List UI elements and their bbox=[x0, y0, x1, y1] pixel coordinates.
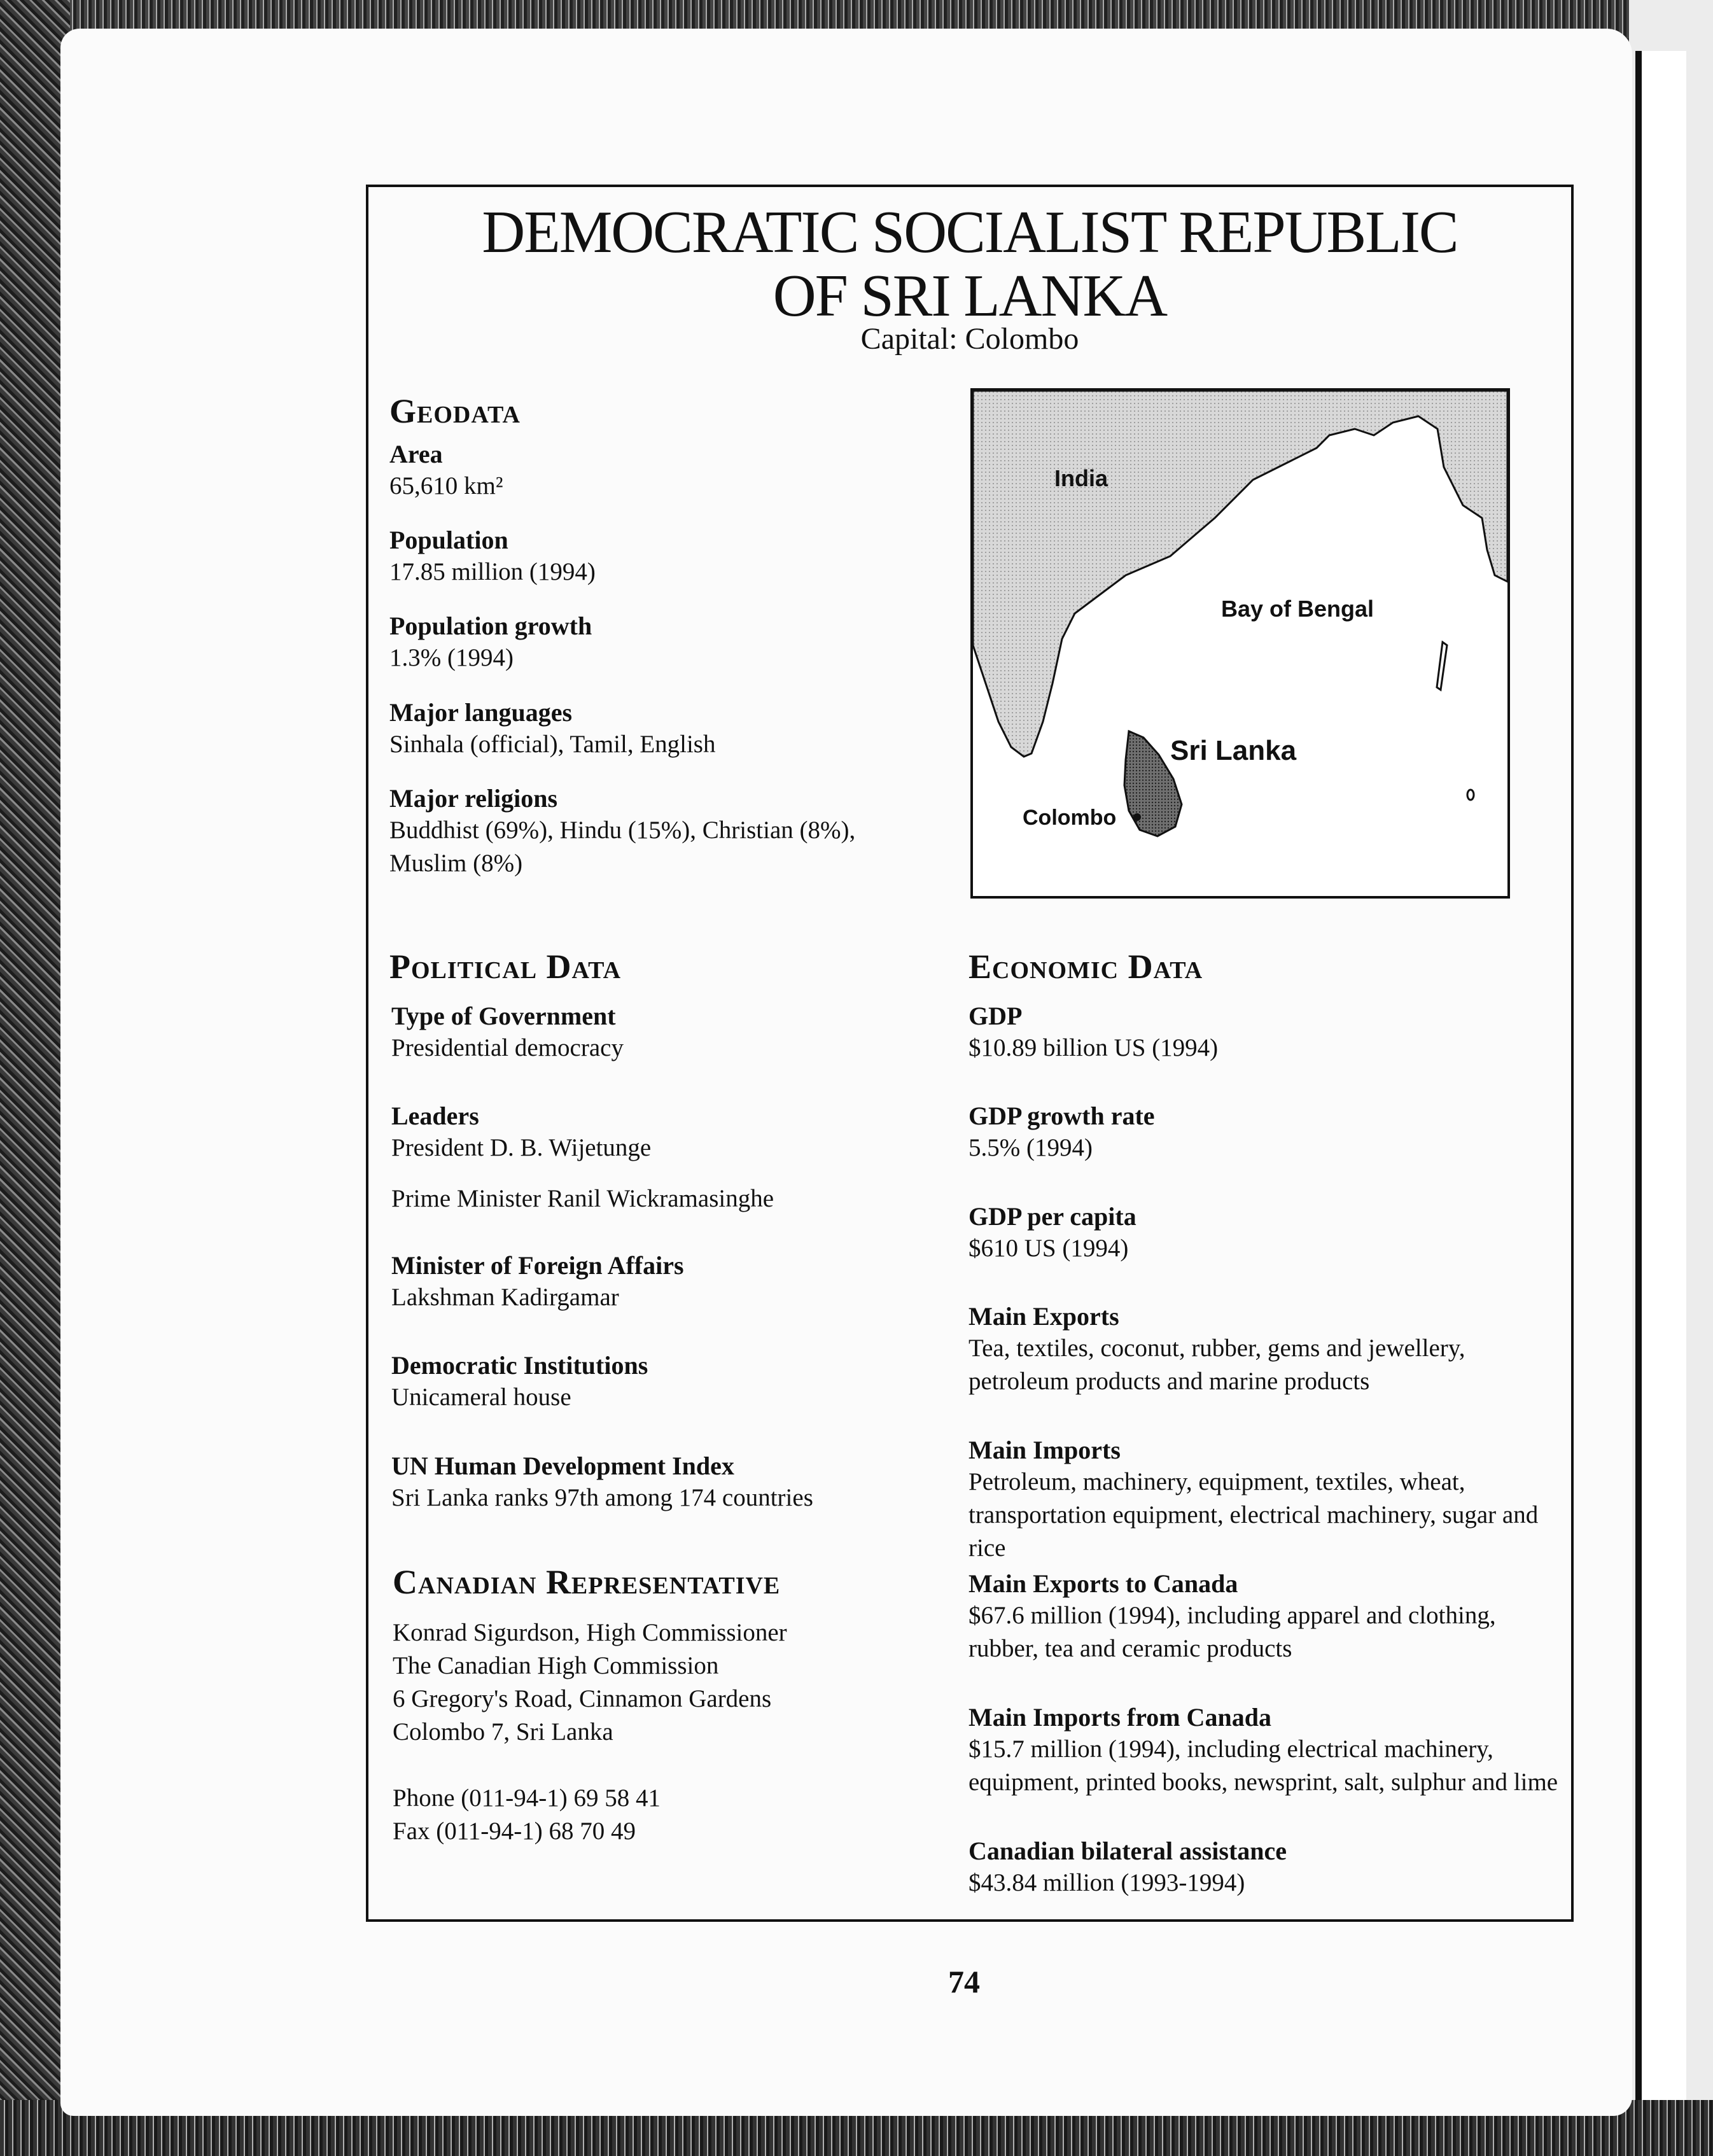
title-line-2: OF SRI LANKA bbox=[773, 263, 1167, 329]
economic-value: Petroleum, machinery, equipment, textiles, wheat, transportation equipment, electrical machinery, sugar and rice bbox=[968, 1468, 1539, 1562]
capital-subtitle: Capital: Colombo bbox=[860, 322, 1079, 356]
economic-label: Main Imports bbox=[968, 1436, 1121, 1464]
political-label: Minister of Foreign Affairs bbox=[391, 1251, 684, 1280]
colombo-dot bbox=[1133, 813, 1141, 821]
canadian-rep-heading: Canadian Representative bbox=[393, 1563, 781, 1601]
scan-border-left bbox=[0, 0, 70, 2156]
economic-label: Main Exports bbox=[968, 1302, 1119, 1331]
economic-label: GDP per capita bbox=[968, 1202, 1136, 1231]
economic-gdp bbox=[968, 1001, 1516, 1065]
phone-number: Phone (011-94-1) 69 58 41 bbox=[393, 1784, 661, 1812]
map-label-sri-lanka: Sri Lanka bbox=[1170, 735, 1297, 766]
economic-value: 5.5% (1994) bbox=[968, 1134, 1093, 1161]
political-label: Type of Government bbox=[391, 1002, 616, 1030]
political-heading: Political Data bbox=[389, 948, 622, 986]
map-graphic bbox=[973, 391, 1507, 896]
political-hdi bbox=[391, 1451, 939, 1515]
geodata-area bbox=[389, 439, 937, 503]
political-value: Presidential democracy bbox=[391, 1034, 624, 1061]
geodata-label: Major religions bbox=[389, 784, 558, 813]
political-label: Democratic Institutions bbox=[391, 1351, 648, 1380]
geodata-label: Major languages bbox=[389, 698, 573, 727]
address-line: Colombo 7, Sri Lanka bbox=[393, 1718, 613, 1746]
address-line: Konrad Sigurdson, High Commissioner bbox=[393, 1619, 787, 1646]
geodata-value: 17.85 million (1994) bbox=[389, 558, 596, 585]
political-foreign-minister bbox=[391, 1250, 939, 1314]
political-value: Unicameral house bbox=[391, 1383, 571, 1411]
geodata-heading: Geodata bbox=[389, 392, 521, 430]
geodata-value: 1.3% (1994) bbox=[389, 644, 514, 671]
geodata-religions bbox=[389, 783, 937, 880]
geodata-label: Area bbox=[389, 440, 443, 468]
geodata-value: Buddhist (69%), Hindu (15%), Christian (8%), Muslim (8%) bbox=[389, 816, 856, 877]
political-value: Lakshman Kadirgamar bbox=[391, 1284, 619, 1311]
economic-label: GDP bbox=[968, 1002, 1023, 1030]
canadian-rep-contact bbox=[393, 1782, 940, 1848]
address-line: The Canadian High Commission bbox=[393, 1652, 719, 1679]
page-title bbox=[366, 200, 1574, 328]
economic-exports-to-canada bbox=[968, 1569, 1567, 1665]
book-spine bbox=[1635, 51, 1686, 2106]
political-leaders bbox=[391, 1101, 939, 1165]
political-prime-minister bbox=[391, 1182, 939, 1215]
islet-marker bbox=[1467, 790, 1474, 800]
region-map bbox=[970, 388, 1510, 899]
economic-main-exports bbox=[968, 1301, 1567, 1398]
map-label-colombo: Colombo bbox=[1023, 806, 1117, 830]
economic-value: $610 US (1994) bbox=[968, 1235, 1129, 1262]
canadian-rep-address bbox=[393, 1616, 940, 1749]
economic-heading: Economic Data bbox=[968, 948, 1203, 986]
geodata-label: Population bbox=[389, 526, 508, 554]
geodata-population bbox=[389, 525, 937, 589]
map-label-india: India bbox=[1054, 465, 1108, 491]
economic-label: Canadian bilateral assistance bbox=[968, 1837, 1287, 1865]
title-line-1: DEMOCRATIC SOCIALIST REPUBLIC bbox=[482, 199, 1458, 265]
economic-bilateral-assistance bbox=[968, 1836, 1567, 1900]
economic-value: $67.6 million (1994), including apparel and clothing, rubber, tea and ceramic products bbox=[968, 1602, 1496, 1662]
economic-imports-from-canada bbox=[968, 1702, 1567, 1799]
economic-value: $15.7 million (1994), including electrical machinery, equipment, printed books, newsprint, salt, sulphur and lime bbox=[968, 1735, 1558, 1796]
political-institutions bbox=[391, 1350, 939, 1414]
economic-gdp-per-capita bbox=[968, 1201, 1516, 1265]
political-value: Prime Minister Ranil Wickramasinghe bbox=[391, 1185, 774, 1212]
geodata-label: Population growth bbox=[389, 612, 592, 640]
geodata-languages bbox=[389, 697, 937, 761]
economic-value: $10.89 billion US (1994) bbox=[968, 1034, 1219, 1061]
economic-label: GDP growth rate bbox=[968, 1102, 1155, 1130]
economic-main-imports bbox=[968, 1435, 1567, 1565]
political-value: Sri Lanka ranks 97th among 174 countries bbox=[391, 1484, 813, 1511]
political-government bbox=[391, 1001, 939, 1065]
island-marker bbox=[1437, 642, 1447, 690]
economic-value: Tea, textiles, coconut, rubber, gems and jewellery, petroleum products and marine products bbox=[968, 1334, 1465, 1395]
political-label: UN Human Development Index bbox=[391, 1452, 734, 1480]
india-landmass bbox=[973, 391, 1507, 757]
economic-value: $43.84 million (1993-1994) bbox=[968, 1869, 1245, 1896]
fax-number: Fax (011-94-1) 68 70 49 bbox=[393, 1817, 636, 1845]
map-label-bay-of-bengal: Bay of Bengal bbox=[1221, 596, 1374, 622]
economic-label: Main Imports from Canada bbox=[968, 1703, 1271, 1732]
geodata-population-growth bbox=[389, 611, 937, 675]
political-value: President D. B. Wijetunge bbox=[391, 1134, 652, 1161]
economic-label: Main Exports to Canada bbox=[968, 1569, 1238, 1598]
geodata-value: Sinhala (official), Tamil, English bbox=[389, 731, 716, 758]
address-line: 6 Gregory's Road, Cinnamon Gardens bbox=[393, 1685, 772, 1712]
economic-gdp-growth bbox=[968, 1101, 1516, 1165]
political-label: Leaders bbox=[391, 1102, 479, 1130]
page-number: 74 bbox=[948, 1964, 980, 1999]
geodata-value: 65,610 km² bbox=[389, 472, 503, 500]
